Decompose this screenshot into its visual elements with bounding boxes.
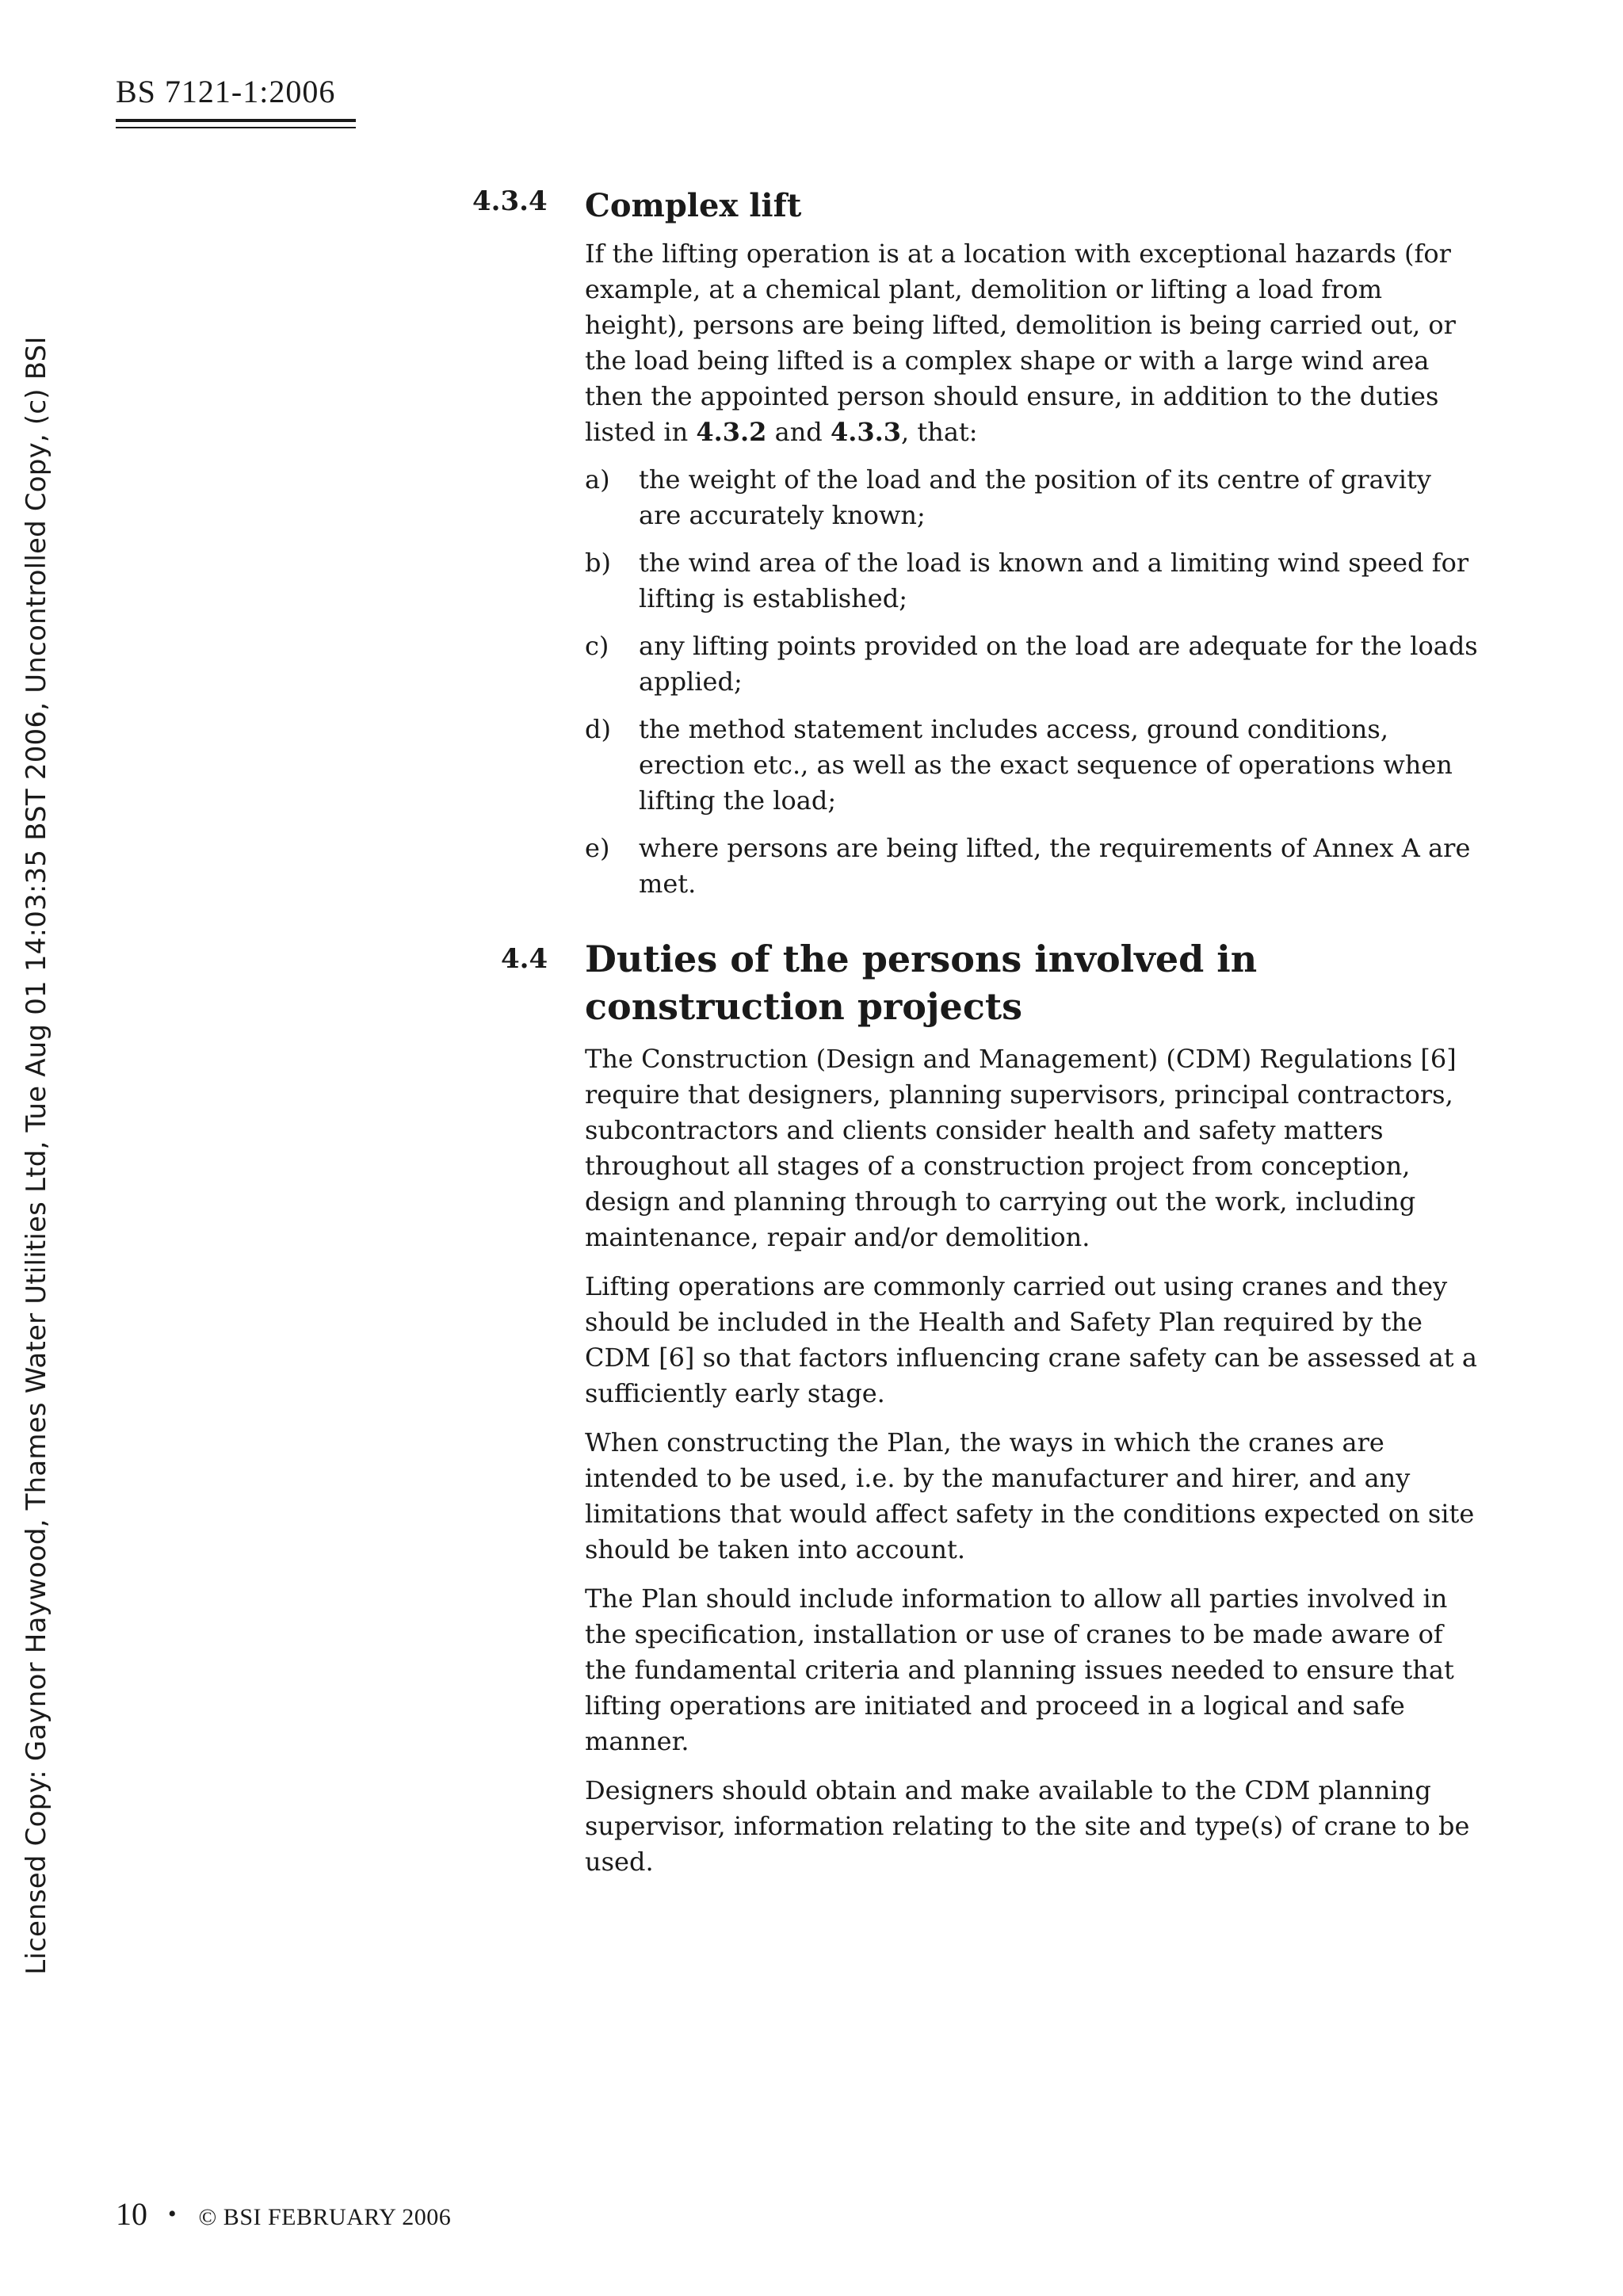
license-watermark: Licensed Copy: Gaynor Haywood, Thames Water Utilities Ltd, Tue Aug 01 14:03:35 BST 2006, Uncontrolled Copy, (c) BSI: [21, 336, 52, 1975]
body-paragraph: The Construction (Design and Management) (CDM) Regulations [6] require that designers, planning supervisors, principal contractors, subcontractors and clients consider health and safety matters throughout all stages of a construction project from conception, design and planning through to carrying out the work, including maintenance, repair and/or demolition.: [585, 1044, 1457, 1252]
section-number: 4.4: [501, 943, 548, 975]
list-item-text: where persons are being lifted, the requirements of Annex A are met.: [639, 833, 1471, 899]
intro-ending: , that:: [901, 417, 978, 447]
body-paragraph: Lifting operations are commonly carried out using cranes and they should be included in the Health and Safety Plan required by the CDM [6] so that factors influencing crane safety can be assessed at a sufficiently early stage.: [585, 1271, 1477, 1408]
list-item-text: the wind area of the load is known and a limiting wind speed for lifting is established;: [639, 548, 1469, 613]
intro-text: If the lifting operation is at a location with exceptional hazards (for example, at a chemical plant, demolition or lifting a load from height), persons are being lifted, demolition is being carried out, or the load being lifted is a complex shape or with a large wind area then the appointed person should ensure, in addition to the duties listed in: [585, 239, 1456, 447]
list-item: [585, 831, 1480, 902]
requirements-list: [585, 462, 1480, 902]
list-item: [585, 628, 1480, 700]
section-intro: [585, 236, 1480, 450]
list-marker: e): [585, 833, 610, 863]
section-number: 4.3.4: [472, 185, 548, 217]
body-paragraph: Designers should obtain and make available to the CDM planning supervisor, information relating to the site and type(s) of crane to be used.: [585, 1775, 1470, 1877]
cross-reference-4-3-2[interactable]: 4.3.2: [696, 417, 767, 447]
header-rule-thin: [116, 127, 356, 128]
list-marker: c): [585, 631, 609, 661]
body-paragraph: When constructing the Plan, the ways in which the cranes are intended to be used, i.e. by the manufacturer and hirer, and any limitations that would affect safety in the conditions expected on site should be taken into account.: [585, 1427, 1475, 1564]
list-item: [585, 462, 1480, 533]
list-item-text: the weight of the load and the position of its centre of gravity are accurately known;: [639, 464, 1431, 530]
body-paragraph: The Plan should include information to allow all parties involved in the specification, installation or use of cranes to be made aware of the fundamental criteria and planning issues needed to ensure that lifting operations are initiated and proceed in a logical and safe manner.: [585, 1584, 1454, 1756]
page-number: 10: [116, 2196, 147, 2232]
list-item: [585, 712, 1480, 819]
main-content: [472, 181, 1480, 1880]
section-title: Complex lift: [585, 187, 802, 224]
page-footer: [116, 2195, 451, 2233]
copyright-notice: © BSI FEBRUARY 2006: [198, 2204, 452, 2230]
header-rule-thick: [116, 119, 356, 122]
list-marker: b): [585, 548, 611, 578]
footer-bullet: •: [168, 2201, 177, 2227]
list-item: [585, 545, 1480, 617]
list-item-text: the method statement includes access, ground conditions, erection etc., as well as the exact sequence of operations when lifting the load;: [639, 714, 1453, 816]
list-item-text: any lifting points provided on the load are adequate for the loads applied;: [639, 631, 1478, 697]
section-4-4: [501, 935, 1480, 1880]
document-id: BS 7121-1:2006: [116, 74, 336, 109]
list-marker: a): [585, 464, 610, 495]
section-4-3-4: [472, 181, 1480, 902]
intro-conjunction: and: [766, 417, 831, 447]
cross-reference-4-3-3[interactable]: 4.3.3: [830, 417, 902, 447]
list-marker: d): [585, 714, 611, 744]
section-title: Duties of the persons involved in construction projects: [585, 938, 1258, 1028]
